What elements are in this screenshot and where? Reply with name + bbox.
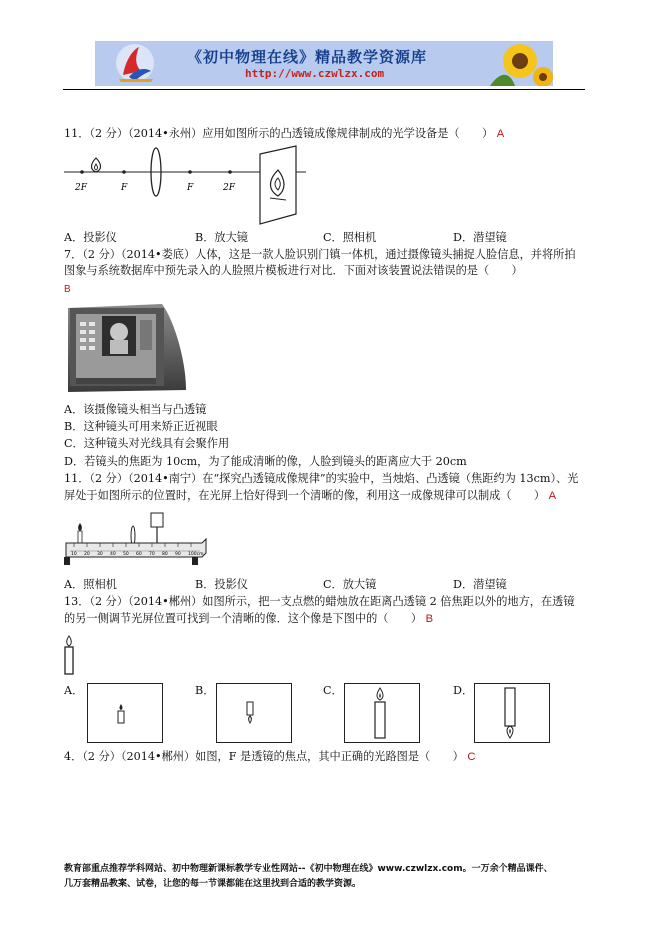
question-4-option-c-label: C． (323, 684, 343, 697)
question-4-option-a-label: A． (64, 684, 84, 697)
question-2-option-c: C．这种镜头对光线具有会聚作用 (64, 437, 230, 450)
question-4-option-d-box (474, 683, 550, 743)
large-inverted-candle-icon (475, 684, 549, 742)
question-4-option-b-label: B． (195, 684, 215, 697)
question-4-option-d-label: D． (453, 684, 474, 697)
question-3-stem-line1: 11．（2 分）（2014•南宁）在“探究凸透镜成像规律”的实验中，当烛焰、凸透镜（焦距约为 13cm）、光 (64, 472, 579, 485)
question-3-option-a: A．照相机 (64, 578, 117, 591)
ruler-tick-label: 70 (149, 552, 155, 557)
optical-bench-diagram (60, 503, 210, 569)
question-1-option-b: B．放大镜 (195, 231, 248, 244)
candle-icon (92, 158, 101, 172)
ruler-tick-label: 60 (136, 552, 142, 557)
ruler-tick-label: 50 (123, 552, 129, 557)
ruler-tick-label: 20 (84, 552, 90, 557)
question-5-stem: 4．（2 分）（2014•郴州）如图，F 是透镜的焦点，其中正确的光路图是（ ） (64, 750, 464, 763)
question-1-answer: A (496, 128, 505, 140)
question-1-option-a: A．投影仪 (64, 231, 117, 244)
reference-candle-icon (62, 634, 78, 676)
screen-image (260, 146, 296, 224)
question-1-option-c: C．照相机 (323, 231, 377, 244)
ruler-tick-label: 100cm (188, 552, 204, 557)
question-4-answer: B (425, 613, 434, 625)
question-5 (64, 749, 475, 765)
label-2f-right: 2F (223, 183, 235, 193)
header-divider (63, 89, 585, 90)
ruler-tick-label: 90 (175, 552, 181, 557)
question-4-stem-line2: 的另一侧调节光屏位置可找到一个清晰的像．这个像是下图中的（ ） B (64, 612, 434, 625)
ruler-tick-label: 10 (71, 552, 77, 557)
question-2-answer: B (64, 284, 71, 295)
question-3-stem-line2: 屏处于如图所示的位置时，在光屏上恰好得到一个清晰的像，利用这一成像规律可以制成（ ） A (64, 489, 557, 502)
page-footer (64, 862, 624, 892)
point-2f-right (228, 170, 232, 174)
small-upright-candle-icon (88, 684, 162, 742)
ruler-tick-label: 30 (97, 552, 103, 557)
point-f-left (122, 170, 126, 174)
large-upright-candle-icon (345, 684, 419, 742)
question-2-option-d: D．若镜头的焦距为 10cm，为了能成清晰的像，人脸到镜头的距离应大于 20cm (64, 455, 467, 468)
label-2f-left: 2F (75, 183, 87, 193)
question-2-option-a: A．该摄像镜头相当与凸透镜 (64, 403, 207, 416)
point-f-right (188, 170, 192, 174)
question-2-option-b: B．这种镜头可用来矫正近视眼 (64, 420, 218, 433)
banner-url: http://www.czwlzx.com (245, 67, 385, 80)
question-4-option-c-box (344, 683, 420, 743)
question-3-option-c: C．放大镜 (323, 578, 377, 591)
footer-line-1: 教育部重点推荐学科网站、初中物理新课标教学专业性网站--《初中物理在线》www.czwlzx.com。一万余个精品课件、 (64, 864, 553, 874)
question-5-answer: C (467, 751, 476, 763)
question-1-option-d: D．潜望镜 (453, 231, 507, 244)
question-4-stem-line1: 13．（2 分）（2014•郴州）如图所示，把一支点燃的蜡烛放在距离凸透镜 2 倍焦距以外的地方，在透镜 (64, 595, 575, 608)
label-f-right: F (187, 183, 194, 193)
point-2f-left (80, 170, 84, 174)
lens-diagram (60, 140, 310, 226)
question-4-option-a-box (87, 683, 163, 743)
banner-title: 《初中物理在线》精品教学资源库 (187, 48, 428, 66)
question-1-stem: 11．（2 分）（2014•永州）应用如图所示的凸透镜成像规律制成的光学设备是（ ） (64, 127, 494, 140)
small-inverted-candle-icon (217, 684, 291, 742)
logo-icon (116, 44, 154, 82)
header-banner (95, 41, 553, 86)
face-recognition-device (62, 300, 190, 395)
question-3-option-d: D．潜望镜 (453, 578, 507, 591)
ruler-tick-label: 80 (162, 552, 168, 557)
question-2-stem-line1: 7．（2 分）（2014•娄底）人体，这是一款人脸识别门镇一体机，通过摄像镜头捕捉人脸信息，并将所拍 (64, 248, 576, 261)
ruler-tick-label: 40 (110, 552, 116, 557)
question-4-option-b-box (216, 683, 292, 743)
question-3-answer: A (548, 490, 557, 502)
footer-line-2: 几万套精品教案、试卷，让您的每一节课都能在这里找到合适的教学资源。 (64, 879, 362, 889)
question-3-option-b: B．投影仪 (195, 578, 248, 591)
question-2-stem-line2: 图象与系统数据库中预先录入的人脸照片模板进行对比．下面对该装置说法错误的是（ ） (64, 264, 523, 277)
label-f-left: F (121, 183, 128, 193)
